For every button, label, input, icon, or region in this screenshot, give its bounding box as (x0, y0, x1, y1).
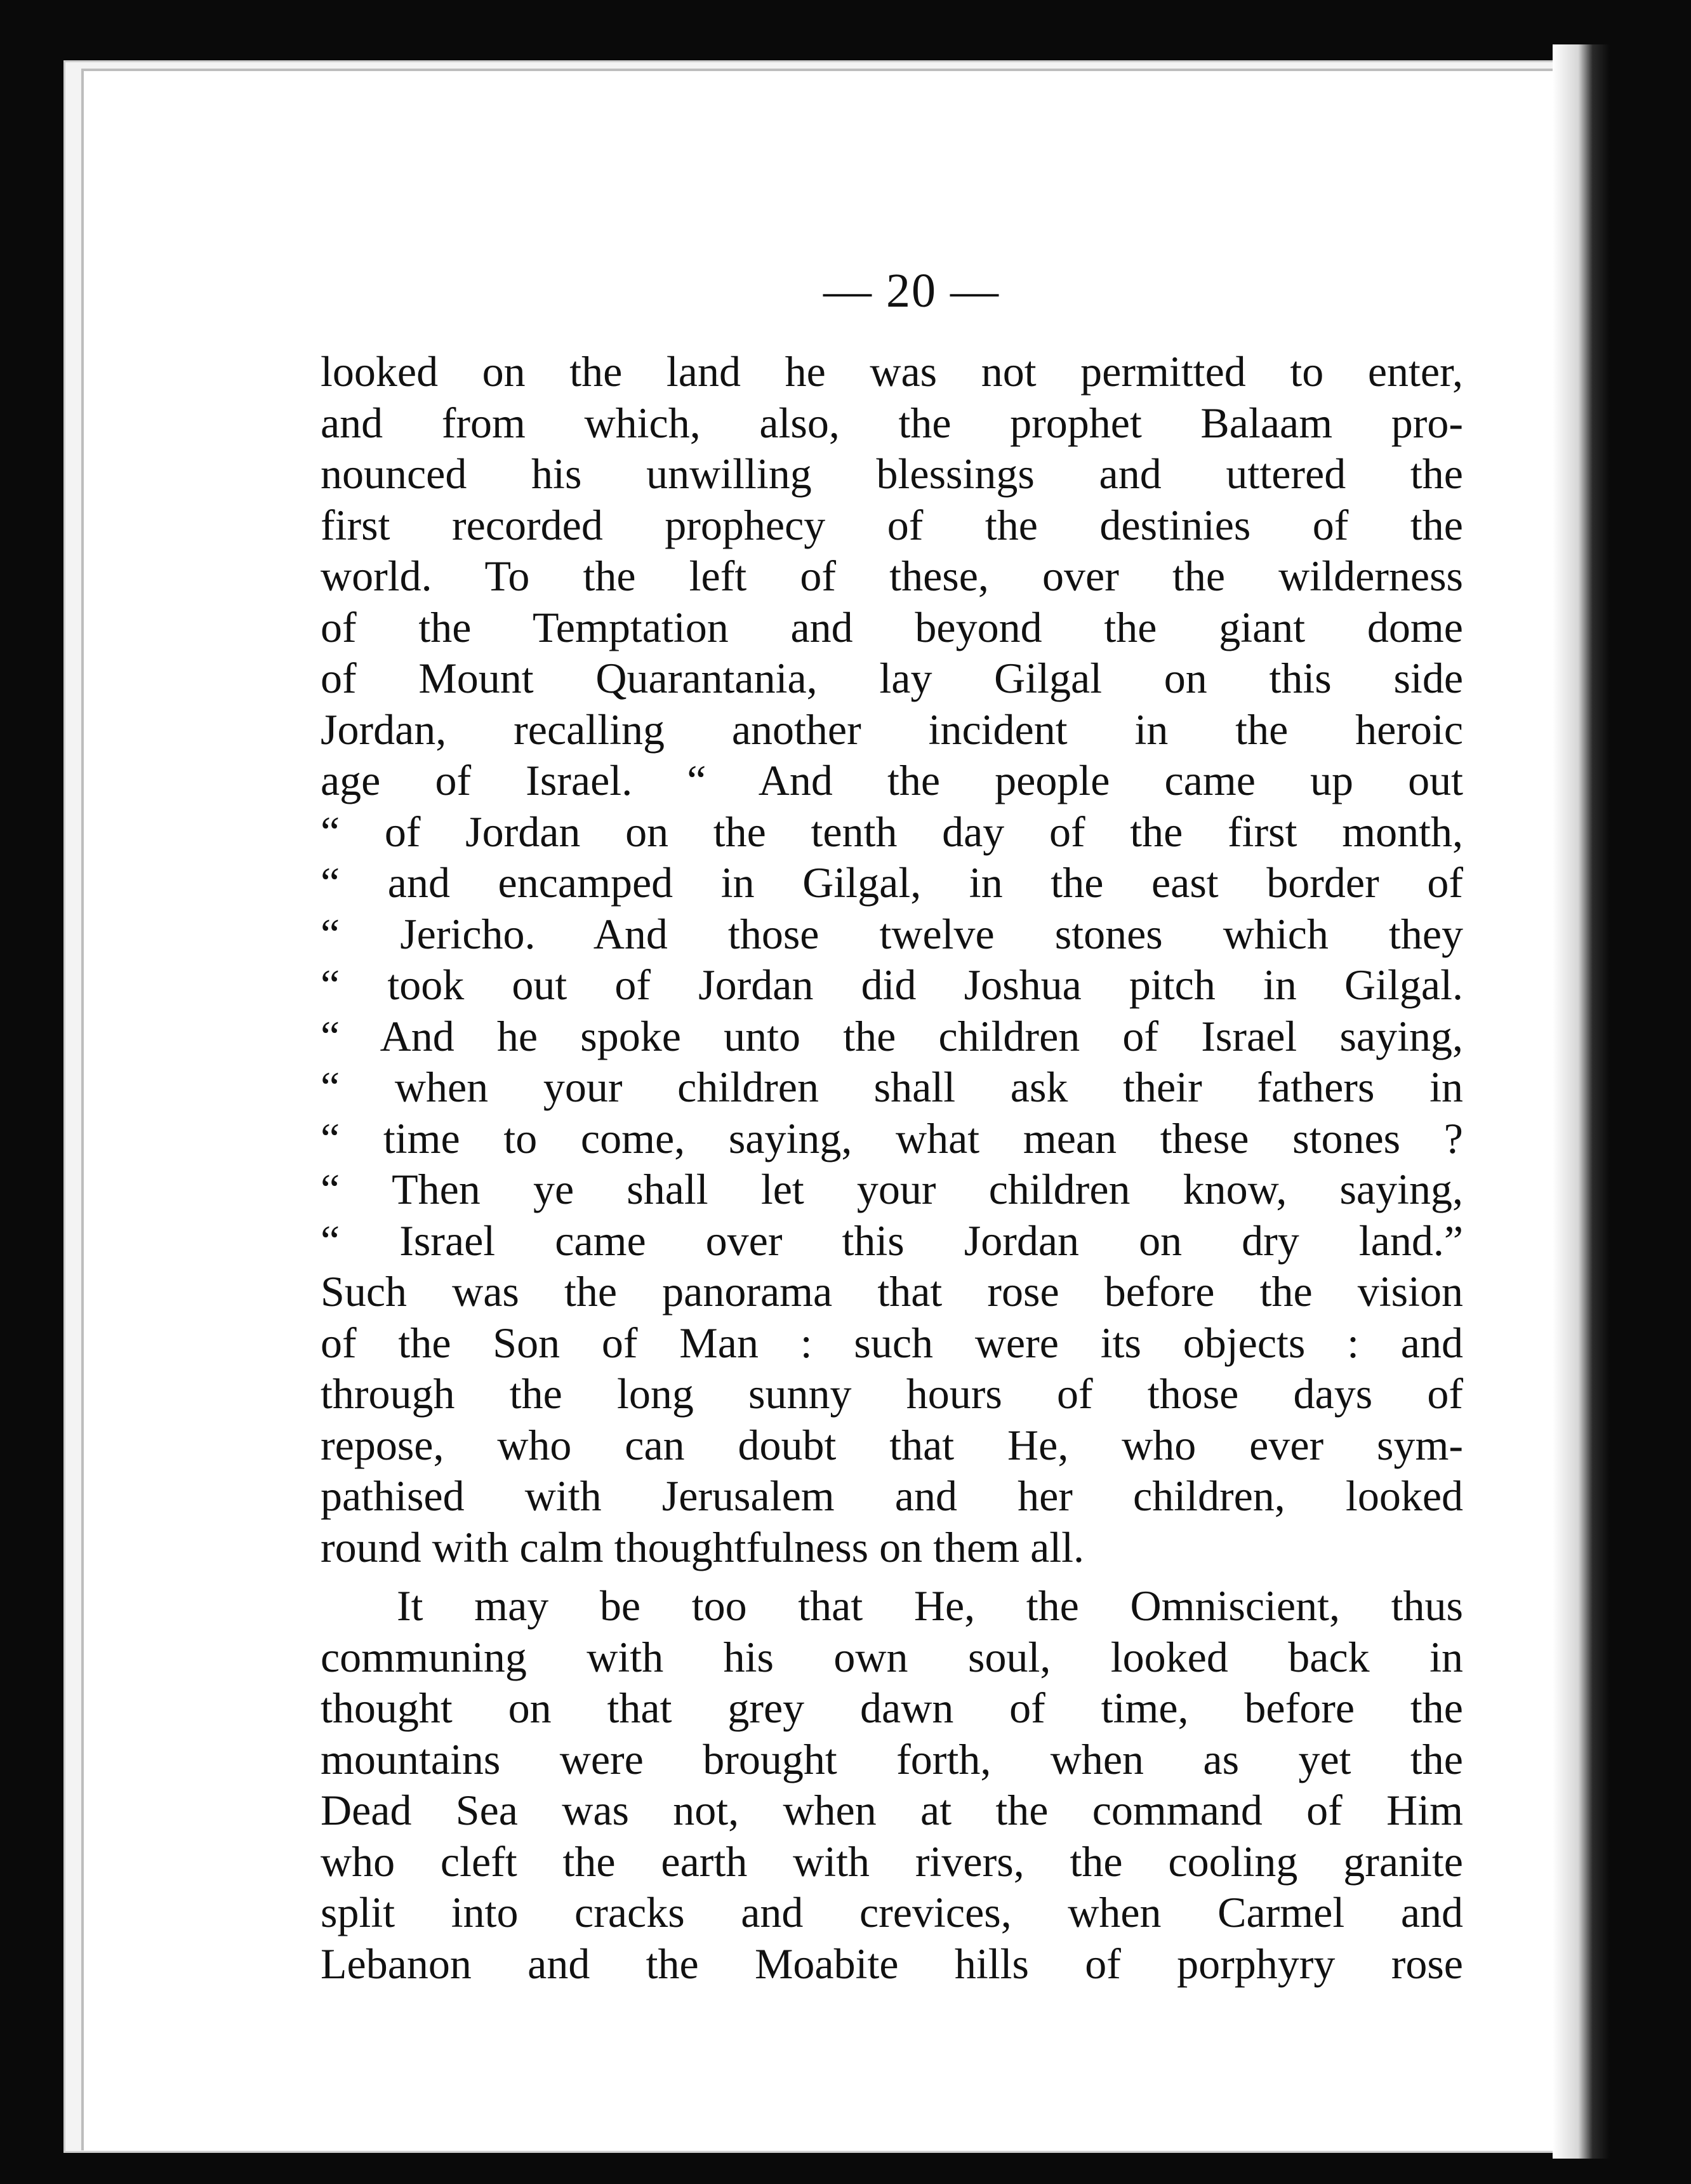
text-line: “ Israel came over this Jordan on dry land.” (321, 1216, 1463, 1265)
text-line: round with calm thoughtfulness on them all. (321, 1522, 1085, 1571)
text-line: split into cracks and crevices, when Carmel and (321, 1888, 1463, 1936)
text-line: “ Then ye shall let your children know, saying, (321, 1165, 1463, 1213)
binding-shadow (1553, 44, 1610, 2159)
text-line: who cleft the earth with rivers, the cooling granite (321, 1837, 1463, 1886)
text-line: It may be too that He, the Omniscient, thus (397, 1581, 1463, 1630)
text-line: pathised with Jerusalem and her children, looked (321, 1472, 1463, 1520)
text-line: “ and encamped in Gilgal, in the east border of (321, 858, 1463, 907)
text-line: thought on that grey dawn of time, before the (321, 1684, 1463, 1732)
text-line: “ took out of Jordan did Joshua pitch in Gilgal. (321, 961, 1463, 1009)
text-line: age of Israel. “ And the people came up out (321, 756, 1463, 804)
text-line: world. To the left of these, over the wilderness (321, 552, 1463, 600)
text-line: “ when your children shall ask their fathers in (321, 1063, 1463, 1111)
text-line: communing with his own soul, looked back in (321, 1632, 1463, 1681)
paragraph-gap (321, 1573, 1463, 1580)
text-line: of the Son of Man : such were its objects : and (321, 1318, 1463, 1367)
text-line: Jordan, recalling another incident in the heroic (321, 705, 1463, 754)
text-line: through the long sunny hours of those days of (321, 1369, 1463, 1418)
text-line: of the Temptation and beyond the giant dome (321, 603, 1463, 651)
text-line: and from which, also, the prophet Balaam pro- (321, 398, 1463, 447)
text-line: “ time to come, saying, what mean these stones ? (321, 1114, 1463, 1162)
text-line: repose, who can doubt that He, who ever sym- (321, 1420, 1463, 1469)
text-line: “ of Jordan on the tenth day of the first month, (321, 807, 1463, 856)
paragraph-2 (321, 1580, 1463, 1989)
text-line: mountains were brought forth, when as yet the (321, 1735, 1463, 1783)
text-line: Dead Sea was not, when at the command of Him (321, 1786, 1463, 1834)
body-text (321, 346, 1463, 1989)
text-line: Such was the panorama that rose before the vision (321, 1267, 1463, 1315)
text-line: nounced his unwilling blessings and uttered the (321, 449, 1463, 498)
paragraph-1 (321, 346, 1463, 1573)
page-number: — 20 — (823, 264, 1000, 317)
text-line: Lebanon and the Moabite hills of porphyry rose (321, 1939, 1463, 1988)
text-line: “ And he spoke unto the children of Israel saying, (321, 1011, 1463, 1060)
text-line: of Mount Quarantania, lay Gilgal on this side (321, 654, 1463, 702)
text-line: first recorded prophecy of the destinies of the (321, 500, 1463, 549)
text-line: looked on the land he was not permitted to enter, (321, 347, 1463, 396)
text-line: “ Jericho. And those twelve stones which they (321, 909, 1463, 958)
